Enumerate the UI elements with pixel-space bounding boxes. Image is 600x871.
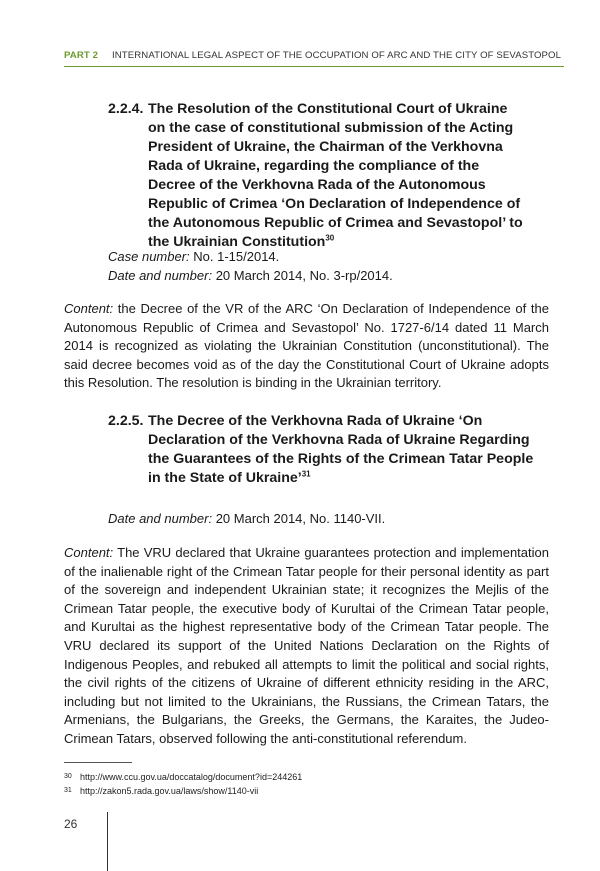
section-2-2-4-content [64, 300, 549, 393]
section-2-2-4-heading [108, 100, 528, 252]
running-header [64, 50, 564, 66]
content-label: Content: [64, 545, 114, 560]
footnote-31 [64, 785, 258, 797]
footnote-number: 31 [64, 787, 72, 794]
section-2-2-5-heading [108, 412, 538, 488]
section-title: The Resolution of the Constitutional Court of Ukraine on the case of constitutional submission of the Acting President of Ukraine, the Chairman of the Verkhovna Rada of Ukraine, regarding the compliance of the Decree of the Verkhovna Rada of the Autonomous Republic of Crimea ‘On Declaration of Independence of the Autonomous Republic of Crimea and Sevastopol’ to the Ukrainian Constitution [148, 101, 523, 250]
date-value: 20 March 2014, No. 3-rp/2014. [212, 268, 393, 283]
footnote-30 [64, 771, 302, 783]
section-2-2-5-content [64, 544, 549, 749]
date-label: Date and number: [108, 511, 213, 526]
content-text: The VRU declared that Ukraine guarantees protection and implementation of the inalienable right of the Crimean Tatar people for their personal identity as part of the sovereign and independent Ukrainian state; it recognizes the Mejlis of the Crimean Tatar people, the executive body of Kurultai of the Crimean Tatar people, and Kurultai as the highest representative body of the Crimean Tatar people. The VRU declared its support of the United Nations Declaration on the Rights of Indigenous Peoples, and rebuked all attempts to limit the political and social rights, the civil rights of the citizens of Ukraine of different ethnicity residing in the ARC, including but not limited to the Ukrainians, the Russians, the Crimean Tatars, the Armenians, the Bulgarians, the Greeks, the Germans, the Karaites, the Judeo-Crimean Tatars, observed following the anti-constitutional referendum. [64, 545, 549, 746]
content-text: the Decree of the VR of the ARC ‘On Declaration of Independence of the Autonomous Republic of Crimea and Sevastopol’ No. 1727-6/14 dated 11 March 2014 is recognized as violating the Ukrainian Constitution (unconstitutional). The said decree becomes void as of the day the Constitutional Court of Ukraine adopts this Resolution. The resolution is binding in the Ukrainian territory. [64, 301, 549, 391]
footnote-ref-31: 31 [301, 469, 311, 479]
case-number-line [108, 247, 279, 266]
header-rule [64, 66, 564, 67]
section-number: 2.2.5. [108, 413, 144, 429]
date-label: Date and number: [108, 268, 213, 283]
footnote-link[interactable]: http://zakon5.rada.gov.ua/laws/show/1140-vii [80, 786, 259, 796]
case-value: No. 1-15/2014. [189, 249, 280, 264]
date-value: 20 March 2014, No. 1140-VII. [212, 511, 386, 526]
content-label: Content: [64, 301, 114, 316]
date-number-line [108, 509, 385, 528]
header-title: INTERNATIONAL LEGAL ASPECT OF THE OCCUPATION OF ARC AND THE CITY OF SEVASTOPOL [112, 50, 562, 61]
footnote-number: 30 [64, 773, 72, 780]
footnote-rule [64, 762, 132, 763]
page-number: 26 [64, 817, 78, 831]
footnote-link[interactable]: http://www.ccu.gov.ua/doccatalog/document?id=244261 [80, 772, 303, 782]
part-label: PART 2 [64, 50, 99, 61]
case-label: Case number: [108, 249, 190, 264]
page-number-divider [107, 812, 108, 871]
footnote-ref-30: 30 [325, 233, 335, 243]
section-title: The Decree of the Verkhovna Rada of Ukraine ‘On Declaration of the Verkhovna Rada of Ukraine Regarding the Guarantees of the Rights of the Crimean Tatar People in the State of Ukraine’ [148, 413, 534, 486]
section-number: 2.2.4. [108, 101, 144, 117]
date-number-line [108, 266, 393, 285]
